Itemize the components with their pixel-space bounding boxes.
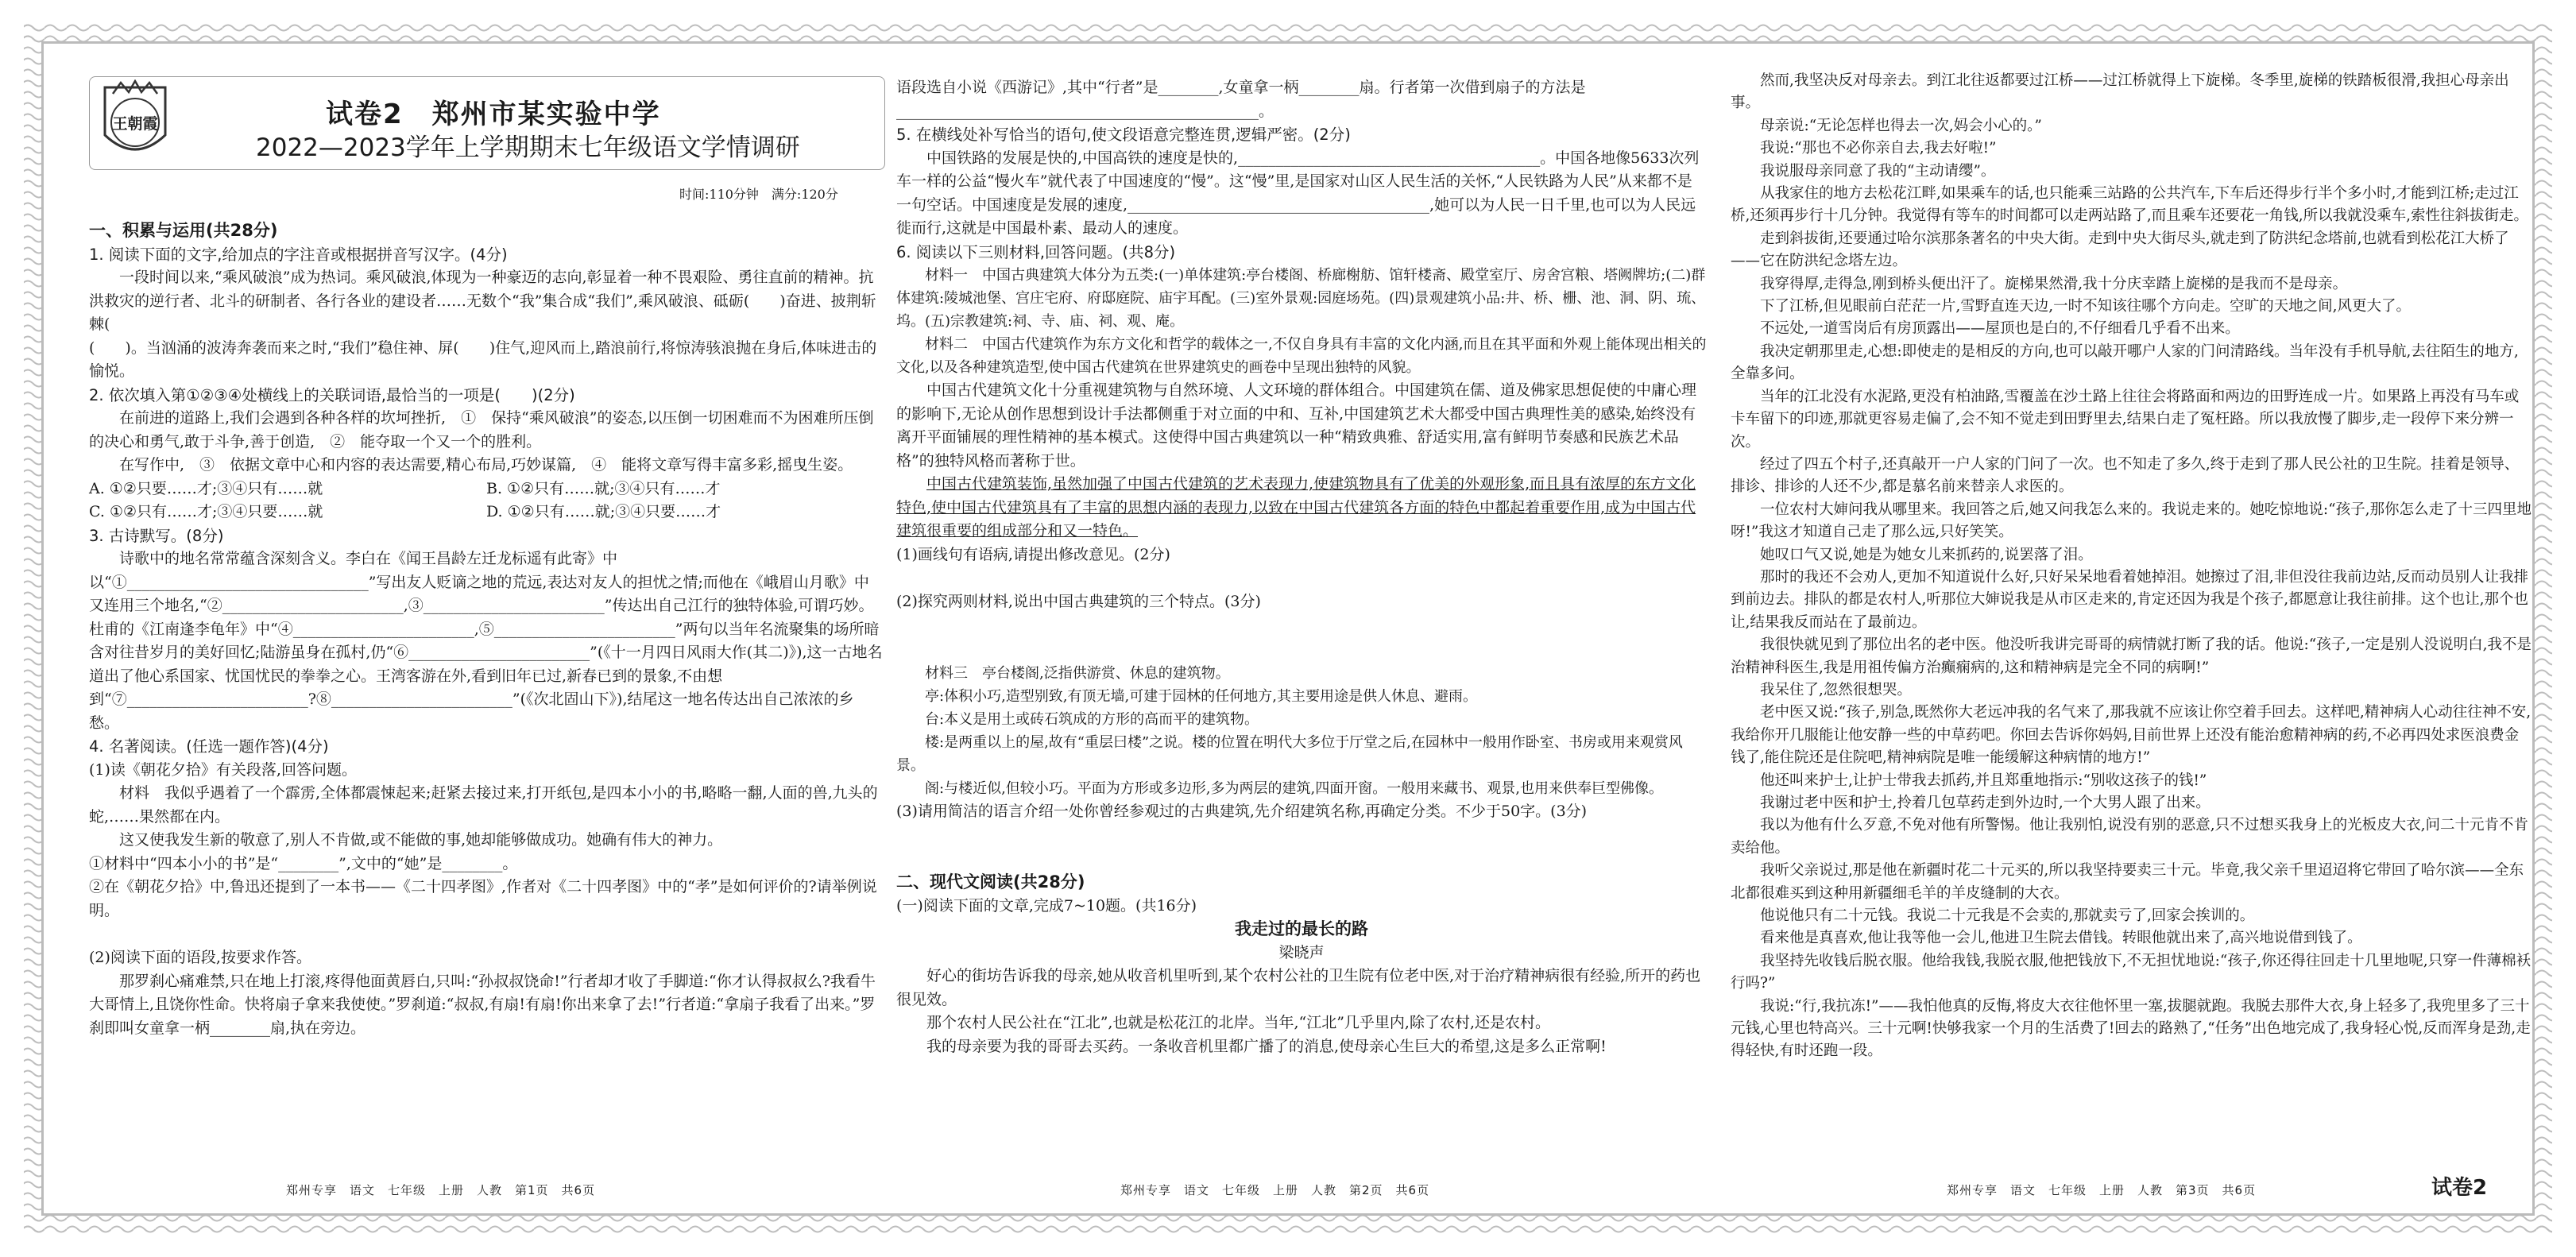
paragraph: 那时的我还不会劝人,更加不知道说什么好,只好呆呆地看着她掉泪。她擦过了泪,非但没往我前边站,反而动员别人让我排到前边去。排队的都是农村人,听那位大婶说我是从市区走来的,肯定还因为我是个孩子,都愿意让我往前排。这个也让,那个也让,结果我反而站在了最前边。 [1731, 568, 2529, 631]
paragraph: 走到斜拔街,还要通过哈尔滨那条著名的中央大街。走到中央大街尽头,就走到了防洪纪念塔前,也就看到松花江大桥了——它在防洪纪念塔左边。 [1731, 230, 2509, 270]
paragraph: (3)请用简洁的语言介绍一处你曾经参观过的古典建筑,先介绍建筑名称,再确定分类。不少于50字。(3分) [896, 802, 1588, 820]
paragraph: (2)阅读下面的语段,按要求作答。 [89, 949, 311, 966]
option-b: B. ①②只有……就;③④只有……才 [486, 479, 721, 497]
paragraph: 我决定朝那里走,心想:即使走的是相反的方向,也可以敲开哪户人家的门问清路线。当年没有手机导航,去往陌生的地方,全靠多问。 [1731, 342, 2519, 383]
paragraph: 看来他是真喜欢,他让我等他一会儿,他进卫生院去借钱。转眼他就出来了,高兴地说借到钱了。 [1760, 930, 2362, 947]
answer-options [89, 501, 884, 524]
paragraph: 中国古代建筑文化十分重视建筑物与自然环境、人文环境的群体组合。中国建筑在儒、道及佛家思想促使的中庸心理的影响下,无论从创作思想到设计手法都侧重于对立面的中和、互补,中国建筑艺术大都受中国古典理性美的感染,始终没有离开平面铺展的理性精神的基本模式。这使得中国古典建筑以一种“精致典雅、舒适实用,富有鲜明节奏感和民族艺术品格”的独特风格而著称于世。 [896, 381, 1697, 470]
paragraph: 他还叫来护士,让护士带我去抓药,并且郑重地指示:“别收这孩子的钱!” [1760, 772, 2207, 789]
paper-subtitle: 2022—2023学年上学期期末七年级语文学情调研 [256, 133, 800, 162]
paragraph: 我谢过老中医和护士,拎着几包草药走到外边时,一个大男人跟了出来。 [1760, 795, 2210, 811]
paragraph: ①材料中“四本小小的书”是“________”,文中的“她”是________。 [89, 854, 518, 872]
paragraph: (一)阅读下面的文章,完成7~10题。(共16分) [896, 896, 1197, 915]
section-heading: 二、现代文阅读(共28分) [896, 872, 1085, 892]
option-a: A. ①②只要……才;③④只有……就 [89, 479, 323, 497]
paragraph: 我听父亲说过,那是他在新疆时花二十元买的,所以我坚持要卖三十元。毕竟,我父亲千里迢迢将它带回了哈尔滨——全东北都很难买到这种用新疆细毛羊的羊皮缝制的大衣。 [1731, 862, 2524, 902]
paragraph: 楼:是两重以上的屋,故有“重层曰楼”之说。楼的位置在明代大多位于厅堂之后,在园林中一般用作卧室、书房或用来观赏风景。 [896, 733, 1683, 774]
exam-meta: 时间:110分钟 满分:120分 [679, 187, 838, 202]
paragraph: 材料二 中国古代建筑作为东方文化和哲学的载体之一,不仅自身具有丰富的文化内涵,而且在其平面和外观上能体现出相关的文化,以及各种建筑造型,使中国古代建筑在世界建筑史的画卷中呈现出独特的风貌。 [896, 336, 1707, 376]
paragraph: 他说他只有二十元钱。我说二十元我是不会卖的,那就卖亏了,回家会挨训的。 [1760, 907, 2255, 925]
option-a: C. ①②只有……才;③④只要……就 [89, 503, 323, 520]
article-author: 梁晓声 [1278, 943, 1325, 961]
paragraph: 在写作中, ③ 依据文章中心和内容的表达需要,精心布局,巧妙谋篇, ④ 能将文章写得丰富多彩,摇曳生姿。 [119, 456, 853, 474]
paragraph: 我说:“那也不必你亲自去,我去好啦!” [1760, 140, 1997, 157]
column-2 [896, 76, 1707, 1058]
column-3 [1731, 70, 2533, 1063]
question-stem: 5. 在横线处补写恰当的语句,使文段语意完整连贯,逻辑严密。(2分) [896, 126, 1351, 144]
answer-space[interactable] [896, 847, 1707, 871]
paragraph: ( )。当汹涌的波涛奔袭而来之时,“我们”稳住神、屏( )住气,迎风而上,踏浪前行,将惊涛骇浪抛在身后,体味进击的愉悦。 [89, 338, 877, 380]
paragraph: (2)探究两则材料,说出中国古典建筑的三个特点。(3分) [896, 593, 1261, 610]
question-stem: 1. 阅读下面的文字,给加点的字注音或根据拼音写汉字。(4分) [89, 245, 508, 264]
brand-logo [97, 79, 173, 165]
paragraph: (1)画线句有语病,请提出修改意见。(2分) [896, 545, 1170, 563]
page-footer-2: 郑州专享 语文 七年级 上册 人教 第2页 共6页 [1120, 1183, 1430, 1197]
paragraph: 中国铁路的发展是快的,中国高铁的速度是快的,________________________________________。中国各地像5633次列车一样的公益“慢火车”就代表了中国速度的“慢”。这“慢”里,是国家对山区人民生活的关怀,“人民铁路为人民”从来都不是一句空话。中国速度是发展的速度,________________________________________,她可以为人民一日千里,也可以为人民远徙而行,这就是中国最朴素、最动人的速度。 [896, 149, 1700, 237]
paragraph: 一段时间以来,“乘风破浪”成为热词。乘风破浪,体现为一种豪迈的志向,彰显着一种不畏艰险、勇往直前的精神。抗洪救灾的逆行者、北斗的研制者、各行各业的建设者……无数个“我”集合成“我们”,乘风破浪、砥砺( )奋进、披荆斩棘( [89, 269, 876, 333]
column-1 [89, 219, 884, 1040]
paragraph: 亭:体积小巧,造型别致,有顶无墙,可建于园林的任何地方,其主要用途是供人休息、避雨。 [925, 687, 1477, 705]
paragraph: 我说:“行,我抗冻!”——我怕他真的反悔,将皮大衣往他怀里一塞,拔腿就跑。我脱去那件大衣,身上轻多了,我兜里多了三十元钱,心里也特高兴。三十元啊!快够我家一个月的生活费了!回去的路熟了,“任务”出色地完成了,我身轻心悦,反而浑身是劲,走得轻快,有时还跑一段。 [1731, 997, 2531, 1060]
option-b: D. ①②只有……就;③④只要……才 [486, 503, 721, 520]
paragraph: 老中医又说:“孩子,别急,既然你大老远冲我的名气来了,那我就不应该让你空着手回去。这样吧,精神病人心动往往神不安,我给你开几服能让他安静一些的中草药吧。你回去告诉你妈妈,目前世界上还没有能治愈精神病的药,不必再四处求医浪费金钱了,能住院还是住院吧,精神病院是唯一能缓解这种病情的地方!” [1731, 704, 2532, 767]
paragraph: 当年的江北没有水泥路,更没有柏油路,雪覆盖在沙土路上往往会将路面和两边的田野连成一片。如果路上再没有马车或卡车留下的印迹,那就更容易走偏了,会不知不觉走到田野里去,结果白走了冤枉路。所以我放慢了脚步,走一段停下来分辨一次。 [1731, 388, 2520, 451]
paragraph: 从我家住的地方去松花江畔,如果乘车的话,也只能乘三站路的公共汽车,下车后还得步行半个多小时,才能到江桥;走过江桥,还须再步行十几分钟。我觉得有等车的时间都可以走两站路了,而且乘车还要花一角钱,所以我就没乘车,索性往斜拔街走。 [1731, 185, 2529, 225]
paper-title: 试卷2 郑州市某实验中学 [326, 99, 661, 130]
question-stem: 3. 古诗默写。(8分) [89, 526, 224, 545]
section-heading: 一、积累与运用(共28分) [89, 221, 278, 240]
question-stem: 2. 依次填入第①②③④处横线上的关联词语,最恰当的一项是( )(2分) [89, 385, 575, 404]
page-footer-3: 郑州专享 语文 七年级 上册 人教 第3页 共6页 [1947, 1183, 2257, 1197]
paragraph: 一位农村大婶问我从哪里来。我回答之后,她又问我怎么来的。我说走来的。她吃惊地说:“孩子,那你怎么走了十三四里地呀!”我这才知道自己走了那么远,只好笑笑。 [1731, 501, 2532, 541]
answer-space[interactable] [896, 823, 1707, 847]
paragraph: 不远处,一道雪岗后有房顶露出——屋顶也是白的,不仔细看几乎看不出来。 [1760, 320, 2240, 338]
paper-label: 试卷2 [2431, 1176, 2488, 1200]
question-stem: 4. 名著阅读。(任选一题作答)(4分) [89, 737, 329, 756]
paragraph: 材料三 亭台楼阁,泛指供游赏、休息的建筑物。 [925, 664, 1230, 682]
paragraph: 材料 我似乎遇着了一个霹雳,全体都震悚起来;赶紧去接过来,打开纸包,是四本小小的书,略略一翻,人面的兽,九头的蛇,……果然都在内。 [89, 784, 878, 826]
answer-space[interactable] [89, 922, 884, 946]
paragraph: ②在《朝花夕拾》中,鲁迅还提到了一本书——《二十四孝图》,作者对《二十四孝图》中的“孝”是如何评价的?请举例说明。 [89, 878, 877, 919]
paragraph: 她叹口气又说,她是为她女儿来抓药的,说罢落了泪。 [1760, 546, 2093, 563]
answer-space[interactable] [896, 614, 1707, 638]
paragraph: (1)读《朝花夕拾》有关段落,回答问题。 [89, 760, 357, 779]
answer-options [89, 478, 884, 501]
paragraph: 我穿得厚,走得急,刚到桥头便出汗了。旋梯果然滑,我十分庆幸踏上旋梯的是我而不是母亲。 [1760, 275, 2348, 292]
paragraph: 好心的街坊告诉我的母亲,她从收音机里听到,某个农村公社的卫生院有位老中医,对于治疗精神病很有经验,所开的药也很见效。 [896, 967, 1701, 1008]
answer-space[interactable] [896, 567, 1707, 590]
paragraph: 我很快就见到了那位出名的老中医。他没听我讲完哥哥的病情就打断了我的话。他说:“孩子,一定是别人没说明白,我不是治精神科医生,我是用祖传偏方治癫痫病的,这和精神病是完全不同的病啊!” [1731, 636, 2532, 676]
paragraph: 诗歌中的地名常常蕴含深刻含义。李白在《闻王昌龄左迁龙标遥有此寄》中以“①________________________________”写出友人贬谪之地的荒远,表达对友人的担忧之情;而他在《峨眉山月歌》中又连用三个地名,“②________________________,③________________________”传达出自己江行的独特体验,可谓巧妙。杜甫的《江南逢李龟年》中“④________________________,⑤________________________”两句以当年名流聚集的场所暗含对往昔岁月的美好回忆;陆游虽身在孤村,仍“⑥________________________”(《十一月四日风雨大作(其二)》),这一古地名道出了他心系国家、忧国忧民的拳拳之心。王湾客游在外,看到旧年已过,新春已到的景象,不由想到“⑦________________________?⑧________________________”(《次北固山下》),结尾这一地名传达出自己浓浓的乡愁。 [89, 550, 883, 732]
paragraph: 那个农村人民公社在“江北”,也就是松花江的北岸。当年,“江北”几乎里内,除了农村,还是农村。 [926, 1014, 1551, 1031]
svg-text:王朝霞: 王朝霞 [112, 115, 158, 133]
paragraph: 经过了四五个村子,还真敲开一户人家的门问了一次。也不知走了多久,终于走到了那人民公社的卫生院。挂着是领导、排诊、排诊的人还不少,都是慕名前来替亲人求医的。 [1731, 455, 2520, 496]
paragraph: 语段选自小说《西游记》,其中“行者”是________,女童拿一柄________扇。行者第一次借到扇子的方法是________________________________________________。 [896, 79, 1586, 120]
paragraph: 那罗刹心痛难禁,只在地上打滚,疼得他面黄唇白,只叫:“孙叔叔饶命!”行者却才收了手脚道:“你才认得叔叔么?我看牛大哥情上,且饶你性命。快将扇子拿来我使使。”罗刹道:“叔叔,有扇!有扇!你出来拿了去!”行者道:“拿扇子我看了出来。”罗刹即叫女童拿一柄________扇,执在旁边。 [89, 972, 876, 1037]
paragraph: 这又使我发生新的敬意了,别人不肯做,或不能做的事,她却能够做成功。她确有伟大的神力。 [119, 831, 723, 849]
paragraph: 阁:与楼近似,但较小巧。平面为方形或多边形,多为两层的建筑,四面开窗。一般用来藏书、观景,也用来供奉巨型佛像。 [925, 779, 1663, 797]
paragraph: 下了江桥,但见眼前白茫茫一片,雪野直连天边,一时不知该往哪个方向走。空旷的天地之间,风更大了。 [1760, 298, 2412, 315]
question-stem: 6. 阅读以下三则材料,回答问题。(共8分) [896, 242, 1176, 261]
paragraph: 我呆住了,忽然很想哭。 [1760, 681, 1912, 698]
paragraph: 我的母亲要为我的哥哥去买药。一条收音机里都广播了的消息,使母亲心生巨大的希望,这是多么正常啊! [926, 1037, 1607, 1055]
paragraph: 中国古代建筑装饰,虽然加强了中国古代建筑的艺术表现力,使建筑物具有了优美的外观形象,而且具有浓厚的东方文化特色,使中国古代建筑具有了丰富的思想内涵的表现力,以致在中国古代建筑各方面的特色中都起着重要作用,成为中国古代建筑很重要的组成部分和又一特色。 [896, 475, 1696, 540]
article-title: 我走过的最长的路 [1235, 919, 1368, 938]
paragraph: 我说服母亲同意了我的“主动请缨”。 [1760, 162, 1996, 180]
paragraph: 我以为他有什么歹意,不免对他有所警惕。他让我别怕,说没有别的恶意,只不过想买我身上的光板皮大衣,问二十元肯不肯卖给他。 [1731, 817, 2529, 857]
paragraph: 我坚持先收钱后脱衣服。他给我钱,我脱衣服,他把钱放下,不无担忧地说:“孩子,你还得往回走十几里地呢,只穿一件薄棉袄行吗?” [1731, 952, 2532, 992]
paragraph: 母亲说:“无论怎样也得去一次,妈会小心的。” [1760, 117, 2042, 134]
paragraph: 然而,我坚决反对母亲去。到江北往返都要过江桥——过江桥就得上下旋梯。冬季里,旋梯的铁踏板很滑,我担心母亲出事。 [1731, 72, 2509, 112]
page-footer-1: 郑州专享 语文 七年级 上册 人教 第1页 共6页 [286, 1183, 596, 1197]
answer-space[interactable] [896, 638, 1707, 662]
paragraph: 在前进的道路上,我们会遇到各种各样的坎坷挫折, ① 保持“乘风破浪”的姿态,以压倒一切困难而不为困难所压倒的决心和勇气,敢于斗争,善于创造, ② 能夺取一个又一个的胜利。 [89, 409, 874, 451]
paragraph: 材料一 中国古典建筑大体分为五类:(一)单体建筑:亭台楼阁、桥廊榭舫、馆轩楼斋、殿堂室厅、房舍宫粮、塔阙牌坊;(二)群体建筑:陵城池堡、宫庄宅府、府邸庭院、庙宇耳配。(三)室外景观:园庭场苑。(四)景观建筑小品:井、桥、栅、池、洞、阴、琉、坞。(五)宗教建筑:祠、寺、庙、祠、观、庵。 [896, 267, 1706, 330]
paragraph: 台:本义是用土或砖石筑成的方形的高而平的建筑物。 [925, 710, 1259, 728]
